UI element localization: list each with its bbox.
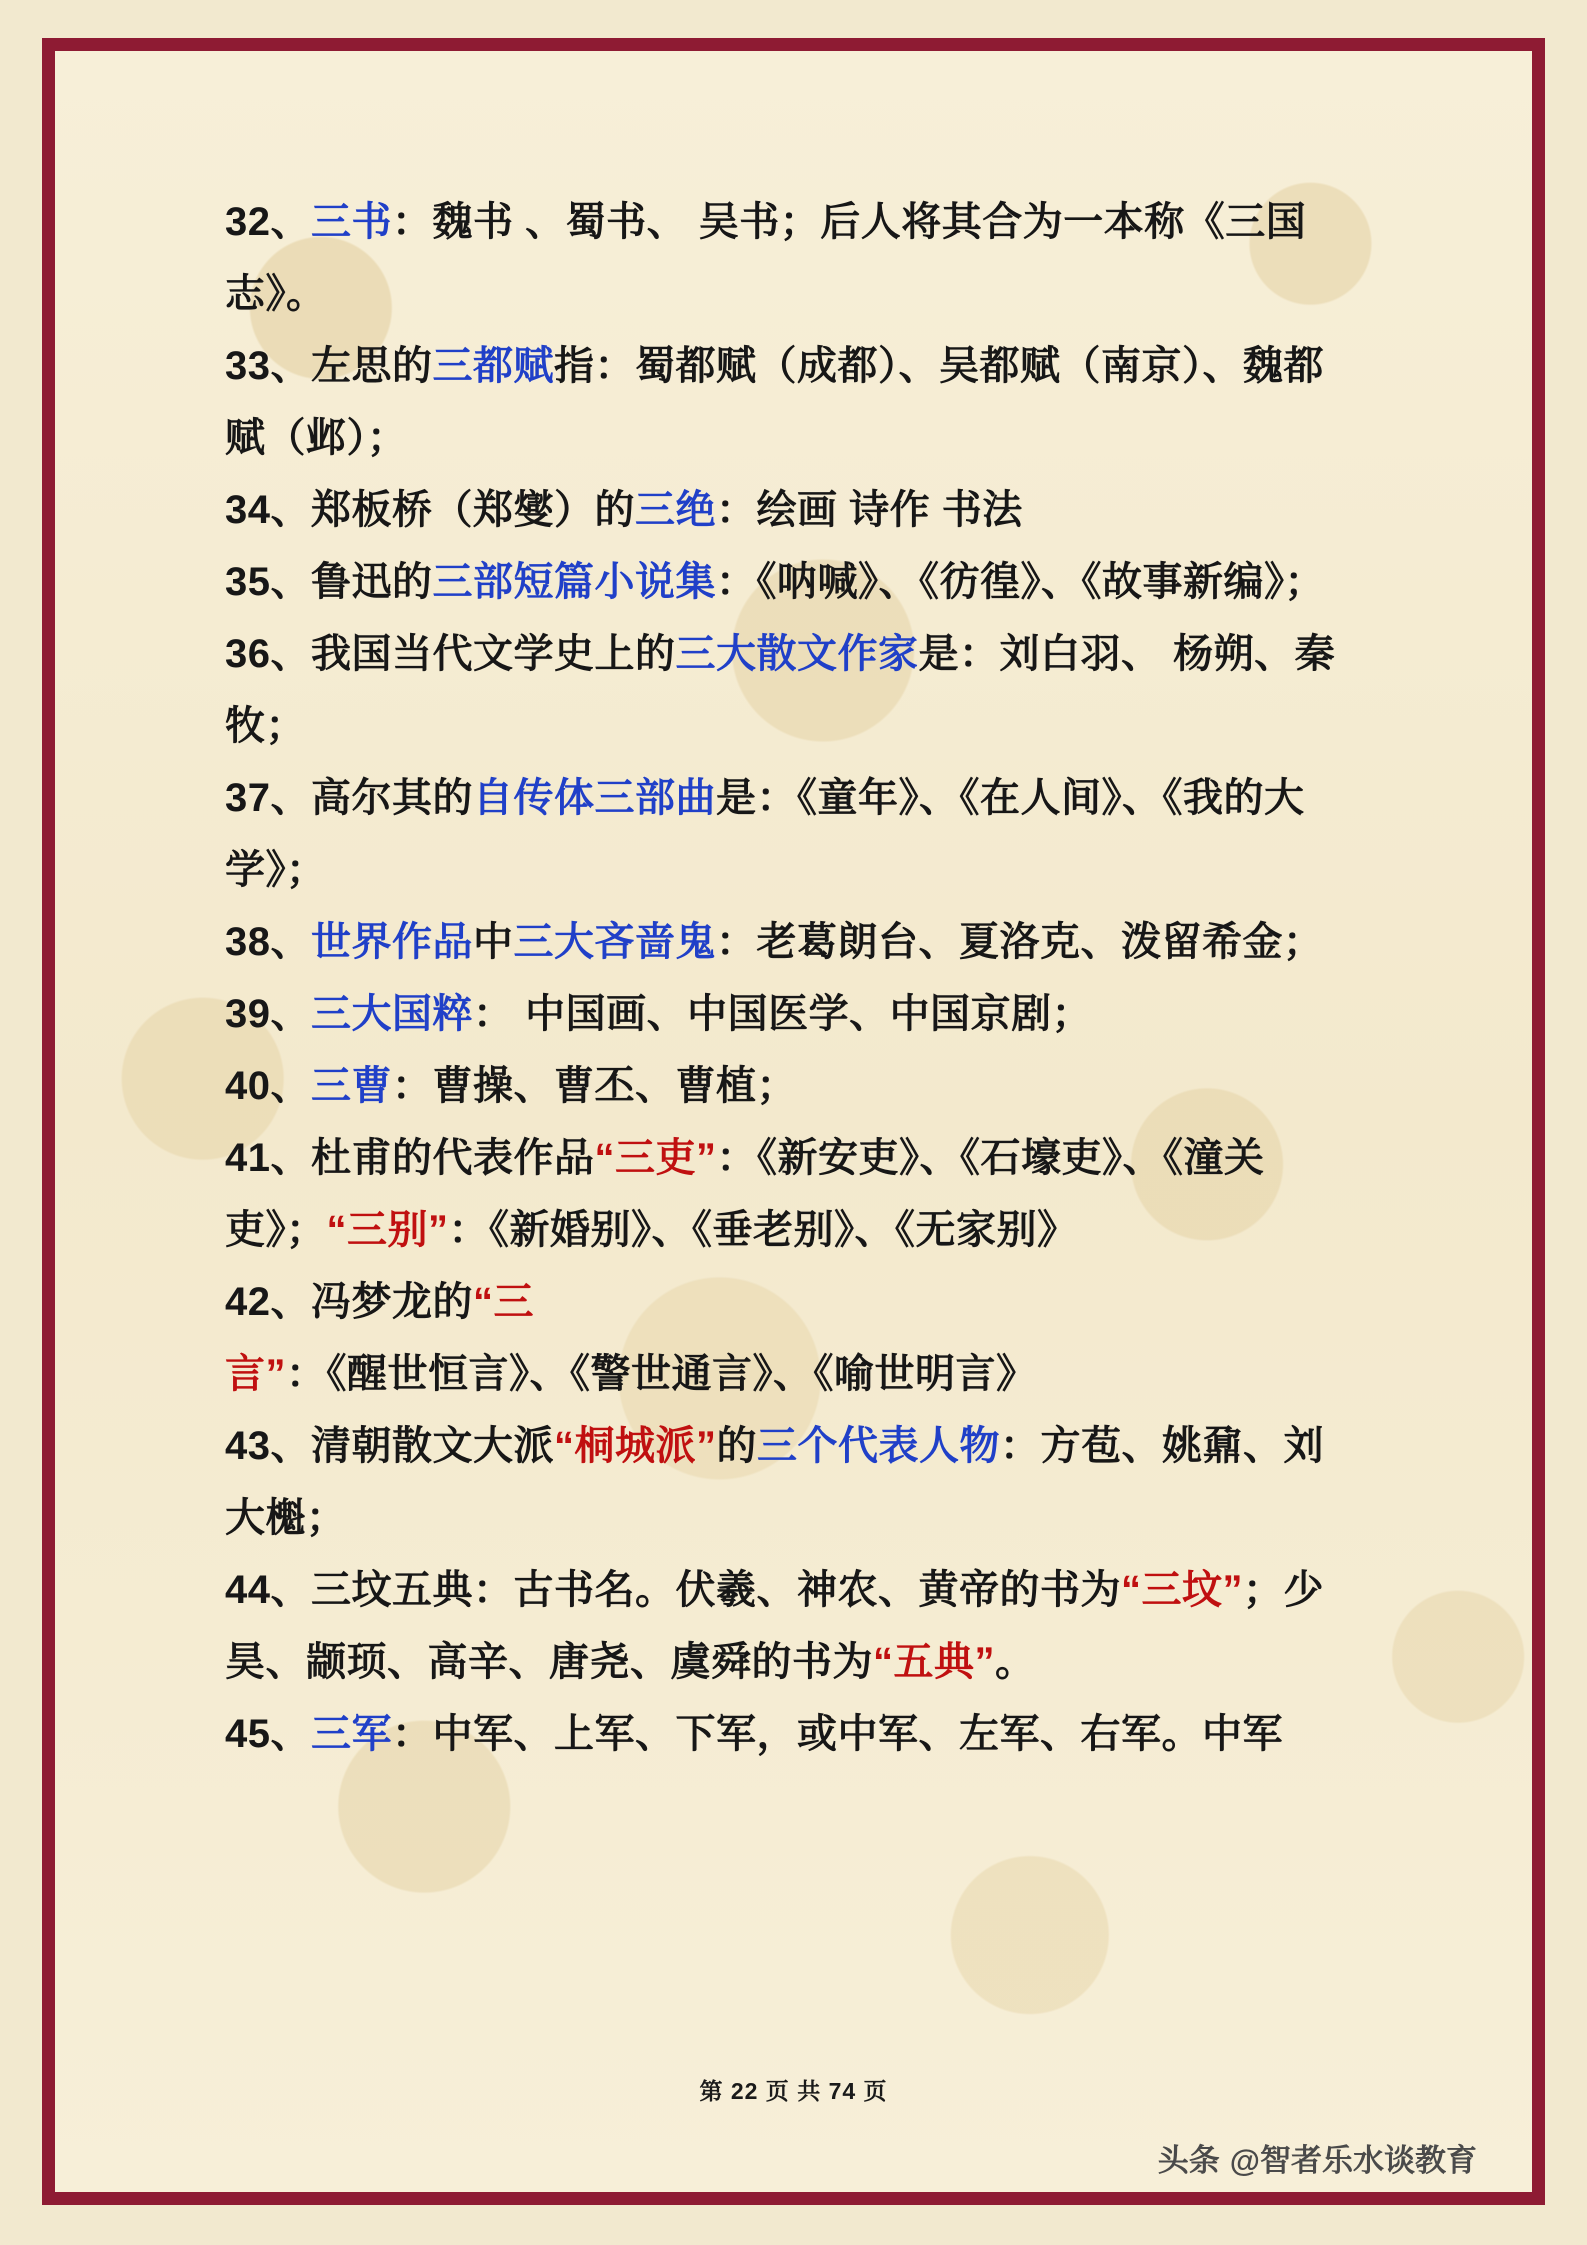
text-segment: 三绝 [635,488,716,532]
text-segment: 32、 [225,200,311,244]
text-segment: 三都赋 [432,344,554,388]
text-segment: 36、我国当代文学史上的 [225,632,676,676]
text-segment: ：《呐喊》、《彷徨》、《故事新编》； [716,560,1325,604]
text-segment: 世界作品 [311,920,473,964]
text-segment: 自传体三部曲 [473,776,716,820]
text-segment: 42、冯梦龙的 [225,1280,473,1324]
text-segment: “三别” [326,1208,449,1252]
text-segment: ：《新安吏》、《石壕吏》、《潼关吏》； [225,1136,1265,1252]
document-line [225,906,1340,978]
text-segment: 三个代表人物 [757,1424,1000,1468]
text-segment: 三大国粹 [311,992,473,1036]
text-segment: ：老葛朗台、夏洛克、泼留希金； [716,920,1324,964]
text-segment: ：方苞、姚鼐、刘大櫆； [225,1424,1324,1540]
document-line [225,978,1340,1050]
text-segment: ：绘画 诗作 书法 [716,488,1023,532]
text-segment: “三言” [225,1280,534,1396]
text-segment: 38、 [225,920,311,964]
document-line [225,1050,1340,1122]
text-segment: ：《醒世恒言》、《警世通言》、《喻世明言》 [286,1352,1037,1396]
text-segment: ：魏书 、蜀书、 吴书；后人将其合为一本称《三国志》。 [225,200,1307,316]
text-segment: “五典” [873,1640,995,1684]
text-segment: 三大吝啬鬼 [513,920,716,964]
page-footer: 第 22 页 共 74 页 [699,2078,888,2104]
text-segment: 35、鲁迅的 [225,560,433,604]
document-line [225,1698,1340,1770]
document-line [225,1554,1340,1698]
text-segment: 的 [716,1424,757,1468]
text-segment: ：曹操、曹丕、曹植； [392,1064,797,1108]
text-segment: “桐城派” [554,1424,717,1468]
text-segment: 中 [473,920,514,964]
text-segment: 三大散文作家 [675,632,919,676]
text-segment: 45、 [225,1712,311,1756]
document-line [225,762,1340,906]
text-segment: 44、三坟五典：古书名。伏羲、神农、黄帝的书为 [225,1568,1121,1612]
text-segment: 三军 [311,1712,392,1756]
text-segment: 三部短篇小说集 [432,560,716,604]
text-segment: 三书 [311,200,392,244]
text-segment: 39、 [225,992,311,1036]
text-segment: “三吏” [594,1136,717,1180]
text-segment: ：中军、上军、下军，或中军、左军、右军。中军 [392,1712,1283,1756]
document-line [225,474,1340,546]
document-line [225,1266,1340,1410]
text-segment: 41、杜甫的代表作品 [225,1136,595,1180]
document-line [225,1410,1340,1554]
parchment-background [55,51,1532,2192]
text-segment: 。 [995,1640,1036,1684]
text-segment: ：《新婚别》、《垂老别》、《无家别》 [448,1208,1078,1252]
text-segment: 33、左思的 [225,344,433,388]
text-segment: 43、清朝散文大派 [225,1424,554,1468]
document-line [225,330,1340,474]
document-body [225,186,1340,1770]
text-segment: “三坟” [1121,1568,1243,1612]
text-segment: 是：《童年》、《在人间》、《我的大学》； [225,776,1305,892]
watermark [1158,2135,1477,2180]
text-segment: 34、郑板桥（郑燮）的 [225,488,635,532]
text-segment: 三曹 [311,1064,392,1108]
text-segment: 是：刘白羽、 杨朔、秦牧； [225,632,1336,748]
document-line [225,546,1340,618]
document-line [225,186,1340,330]
text-segment: ： 中国画、中国医学、中国京剧； [473,992,1093,1036]
toutiao-logo: 头条 [1157,2143,1220,2178]
text-segment: ；少昊、颛顼、高辛、唐尧、虞舜的书为 [225,1568,1324,1684]
text-segment: 指：蜀都赋（成都）、吴都赋（南京）、魏都赋（邺）； [225,344,1324,460]
document-line [225,618,1340,762]
text-segment: 40、 [225,1064,311,1108]
document-line [225,1122,1340,1266]
text-segment: 37、高尔其的 [225,776,473,820]
watermark-account: @智者乐水谈教育 [1229,2143,1477,2178]
